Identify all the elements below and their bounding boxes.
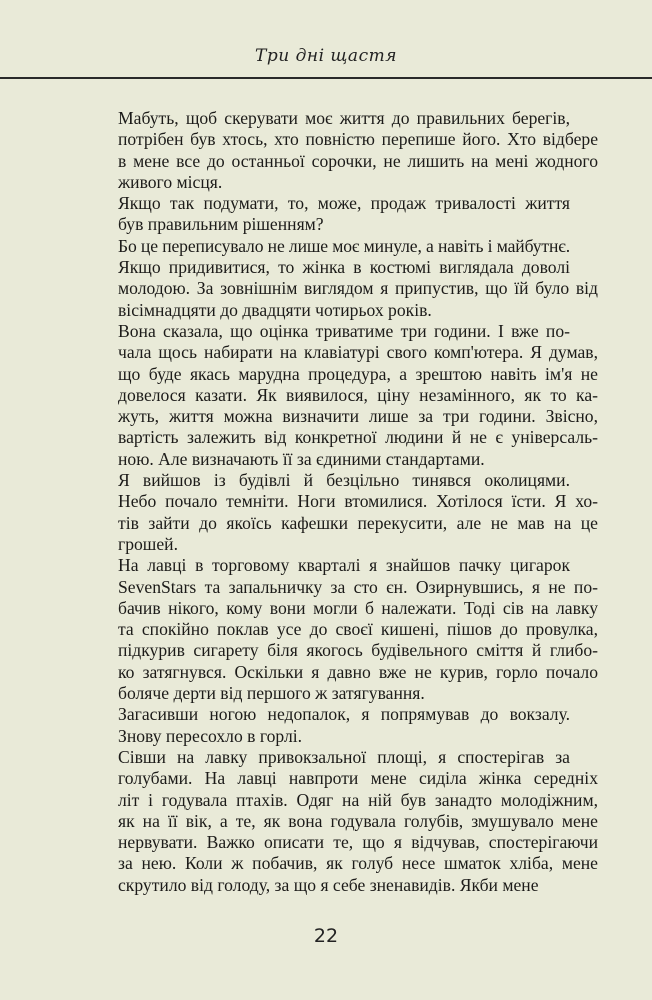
text-line: Якщо придивитися, то жінка в костюмі виглядала доволі	[118, 257, 570, 278]
text-line: потрібен був хтось, хто повністю перепише його. Хто відбере	[118, 129, 598, 150]
paragraph	[90, 321, 598, 470]
text-line: довелося казати. Як виявилося, ціну незамінного, як то ка-	[118, 384, 598, 405]
text-line: в мене все до останньої сорочки, не лишить на мені жодного	[118, 150, 598, 171]
paragraph	[90, 257, 598, 321]
header-divider	[0, 77, 652, 79]
text-line: за нею. Коли ж побачив, як голуб несе шматок хліба, мене	[118, 853, 598, 874]
running-header-title: Три дні щастя	[255, 46, 397, 66]
text-line: бачив нікого, кому вони могли б належати. Тоді сів на лавку	[118, 597, 598, 618]
paragraph	[90, 193, 598, 236]
text-line: був правильним рішенням?	[118, 214, 324, 235]
text-line: підкурив сигарету біля якогось будівельного сміття й глибо-	[118, 640, 598, 661]
text-line: Бо це переписувало не лише моє минуле, а навіть і майбутнє.	[118, 235, 570, 256]
text-line: голубами. На лавці навпроти мене сиділа жінка середніх	[118, 768, 598, 789]
text-line: молодою. За зовнішнім виглядом я припустив, що їй було від	[118, 278, 598, 299]
text-line: Небо почало темніти. Ноги втомилися. Хотілося їсти. Я хо-	[118, 491, 598, 512]
text-line: тів зайти до якоїсь кафешки перекусити, але не мав на це	[118, 512, 598, 533]
page-number: 22	[313, 925, 339, 947]
text-line: жуть, життя можна визначити лише за три години. Звісно,	[118, 406, 598, 427]
text-line: та спокійно поклав усе до своєї кишені, пішов до провулка,	[118, 619, 598, 640]
text-line: Знову пересохло в горлі.	[118, 725, 303, 746]
text-line: ною. Але визначають її за єдиними стандартами.	[118, 448, 485, 469]
text-line: нервувати. Важко описати те, що я відчував, спостерігаючи	[118, 832, 598, 853]
text-line: чала щось набирати на клавіатурі свого комп'ютера. Я думав,	[118, 342, 598, 363]
text-line: Вона сказала, що оцінка триватиме три години. І вже по-	[118, 320, 570, 341]
paragraph	[90, 236, 598, 257]
text-line: що буде якась марудна процедура, а зрештою навіть ім'я не	[118, 363, 598, 384]
text-line: Якщо так подумати, то, може, продаж тривалості життя	[118, 193, 570, 214]
text-line: вартість залежить від конкретної людини й не є універсаль-	[118, 427, 598, 448]
paragraph	[90, 108, 598, 193]
paragraph	[90, 555, 598, 704]
paragraph	[90, 704, 598, 747]
text-line: Сівши на лавку привокзальної площі, я спостерігав за	[118, 746, 570, 767]
body-text	[90, 108, 598, 896]
text-line: живого місця.	[118, 171, 223, 192]
paragraph	[90, 470, 598, 555]
text-line: літ і годувала птахів. Одяг на ній був занадто молодіжним,	[118, 789, 598, 810]
text-line: грошей.	[118, 533, 178, 554]
text-line: ко затягнувся. Оскільки я давно вже не курив, горло почало	[118, 661, 598, 682]
paragraph	[90, 747, 598, 896]
text-line: На лавці в торговому кварталі я знайшов пачку цигарок	[118, 555, 570, 576]
text-line: як на її вік, а те, як вона годувала голубів, змушувало мене	[118, 810, 598, 831]
text-line: вісімнадцяти до двадцяти чотирьох років.	[118, 299, 432, 320]
text-line: скрутило від голоду, за що я себе зненавидів. Якби мене	[118, 874, 539, 895]
text-line: боляче дерти від першого ж затягування.	[118, 683, 425, 704]
text-line: Мабуть, щоб скерувати моє життя до правильних берегів,	[118, 108, 570, 128]
text-line: Загасивши ногою недопалок, я попрямував до вокзалу.	[118, 704, 570, 725]
text-line: Я вийшов із будівлі й безцільно тинявся околицями.	[118, 470, 570, 491]
text-line: SevenStars та запальничку за сто єн. Озирнувшись, я не по-	[118, 576, 598, 597]
